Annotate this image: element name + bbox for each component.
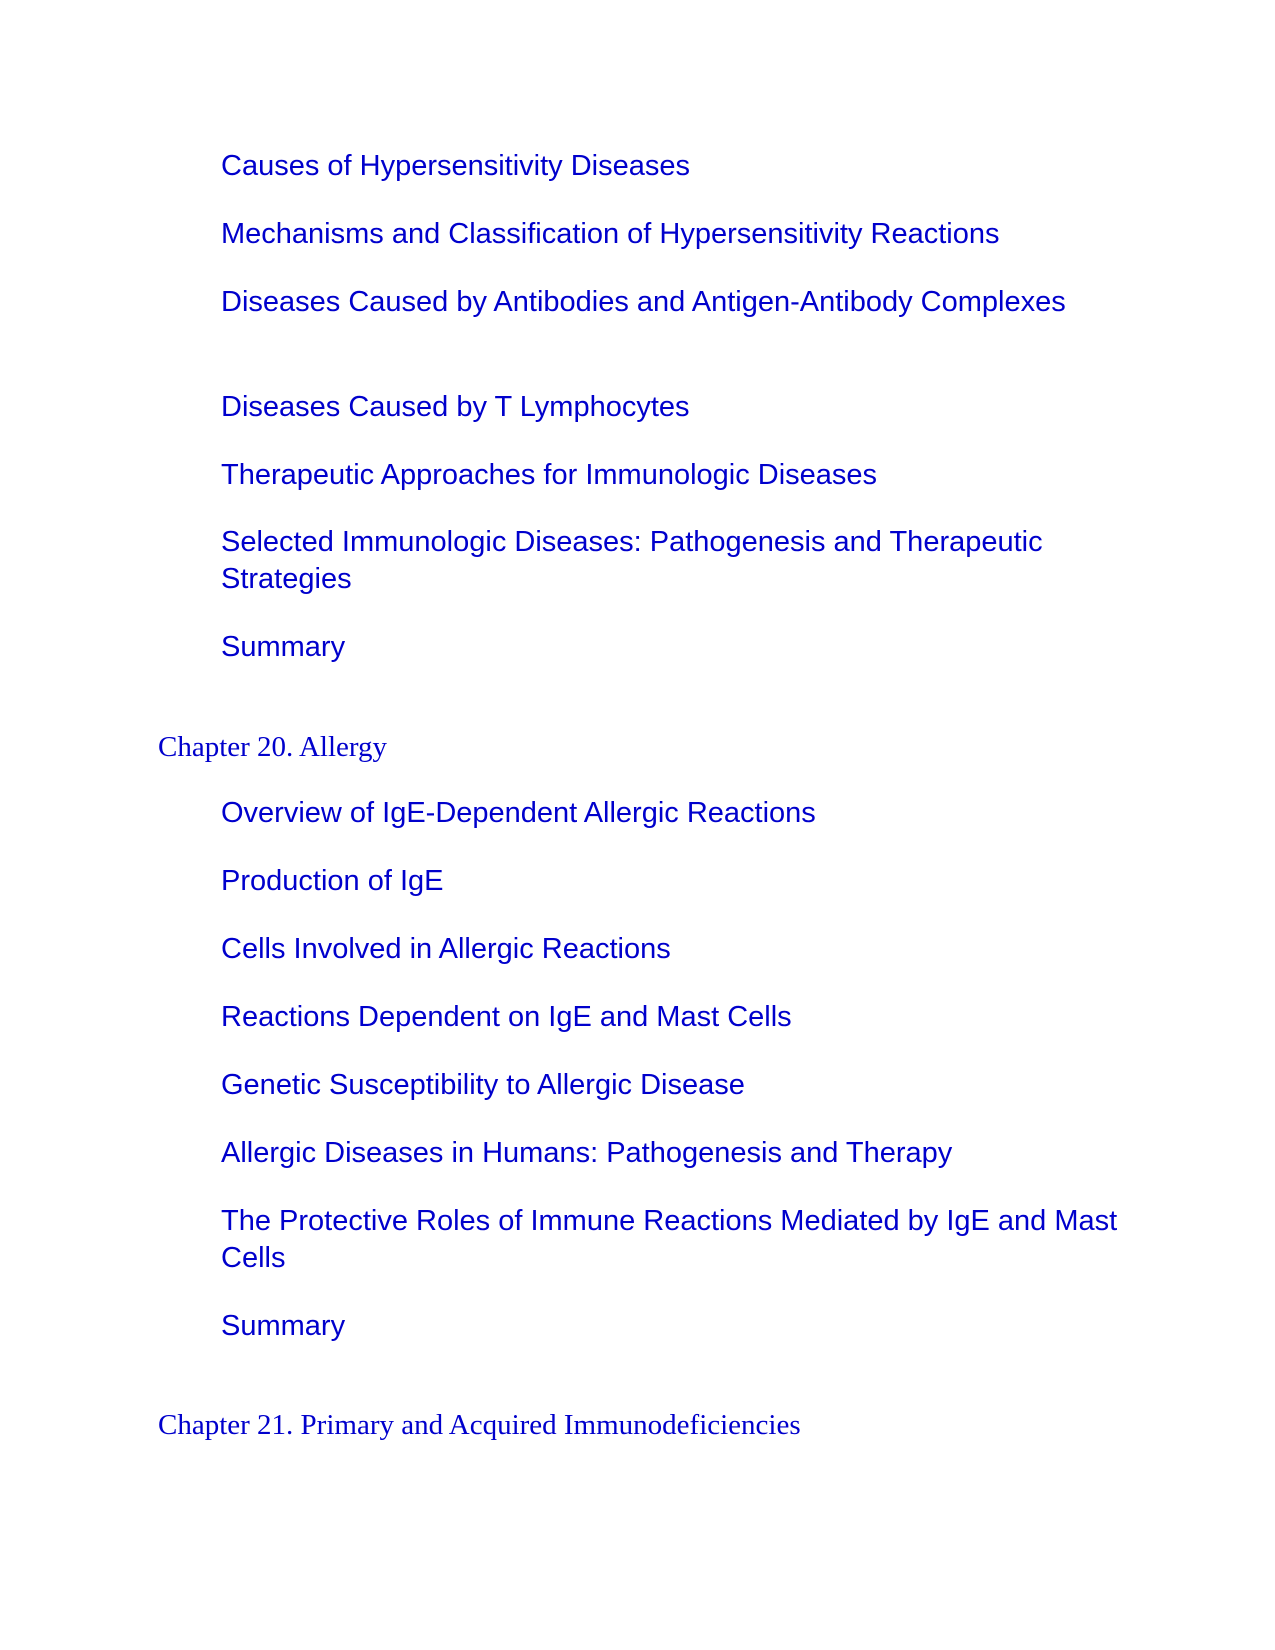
toc-link-summary-ch20[interactable]: Summary (221, 1310, 346, 1342)
toc-link-causes-hypersensitivity[interactable]: Causes of Hypersensitivity Diseases (221, 150, 691, 182)
toc-link-genetic-susceptibility[interactable]: Genetic Susceptibility to Allergic Disease (221, 1069, 745, 1101)
toc-link-summary-prev[interactable]: Summary (221, 631, 346, 663)
toc-link-selected-immunologic-diseases[interactable]: Selected Immunologic Diseases: Pathogenesis and Therapeutic Strategies (221, 526, 1043, 595)
toc-link-antibody-diseases[interactable]: Diseases Caused by Antibodies and Antigen-Antibody Complexes (221, 286, 1066, 318)
toc-link-production-ige[interactable]: Production of IgE (221, 865, 444, 897)
toc-link-mechanisms-classification[interactable]: Mechanisms and Classification of Hypersensitivity Reactions (221, 218, 1000, 250)
toc-link-therapeutic-approaches[interactable]: Therapeutic Approaches for Immunologic Diseases (221, 459, 878, 491)
toc-link-cells-allergic[interactable]: Cells Involved in Allergic Reactions (221, 933, 671, 965)
toc-link-allergic-diseases-humans[interactable]: Allergic Diseases in Humans: Pathogenesis and Therapy (221, 1137, 953, 1169)
toc-link-t-lymphocyte-diseases[interactable]: Diseases Caused by T Lymphocytes (221, 391, 690, 423)
chapter-20-heading[interactable]: Chapter 20. Allergy (158, 731, 388, 763)
chapter-21-heading[interactable]: Chapter 21. Primary and Acquired Immunodeficiencies (158, 1409, 801, 1441)
toc-link-protective-roles[interactable]: The Protective Roles of Immune Reactions Mediated by IgE and Mast Cells (221, 1205, 1118, 1274)
toc-link-reactions-ige-mast[interactable]: Reactions Dependent on IgE and Mast Cells (221, 1001, 792, 1033)
toc-link-ige-overview[interactable]: Overview of IgE-Dependent Allergic Reactions (221, 797, 816, 829)
